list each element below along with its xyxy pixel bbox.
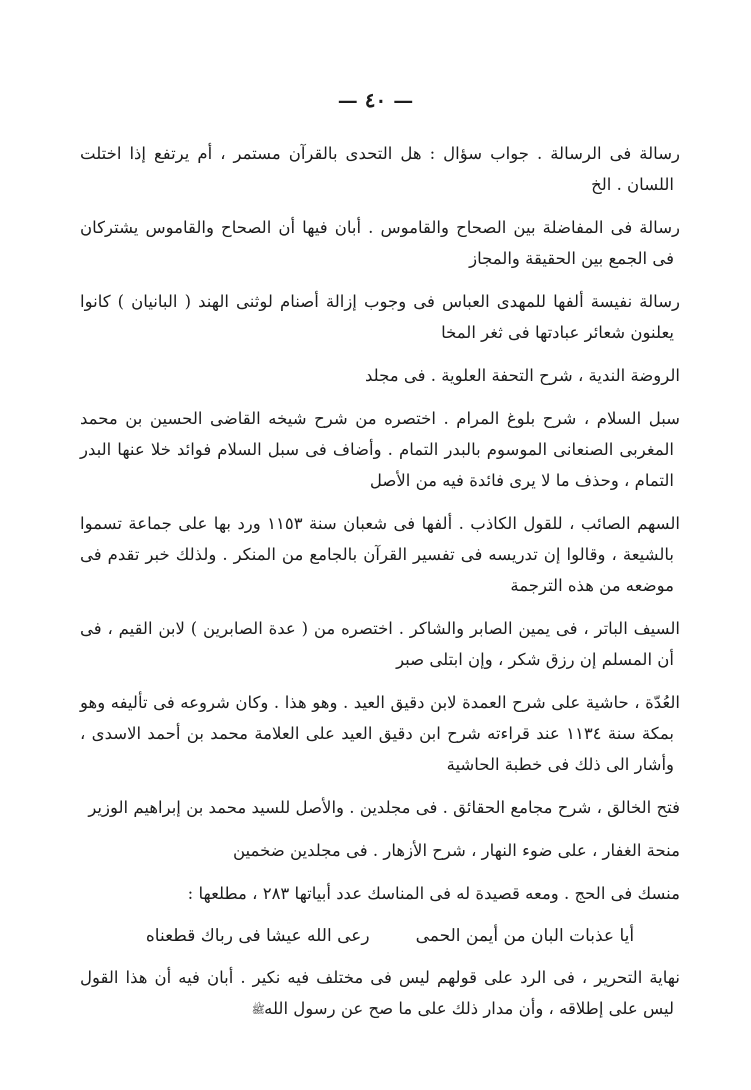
entry-paragraph: سبل السلام ، شرح بلوغ المرام . اختصره من شرح شيخه القاضى الحسين بن محمد المغربى الصنعانى الموسوم بالبدر التمام . وأضاف فى سبل السلام فوائد خلا عنها البدر التمام ، وحذف ما لا يرى فائدة فيه من الأصل <box>80 409 680 490</box>
entry-paragraph: رسالة نفيسة ألفها للمهدى العباس فى وجوب إزالة أصنام لوثنى الهند ( البانيان ) كانوا يعلنون شعائر عبادتها فى ثغر المخا <box>80 292 680 342</box>
entry-paragraph: منحة الغفار ، على ضوء النهار ، شرح الأزهار . فى مجلدين ضخمين <box>233 841 680 860</box>
salawat-symbol: ﷺ <box>251 1003 265 1016</box>
entry-paragraph: رسالة فى الرسالة . جواب سؤال : هل التحدى بالقرآن مستمر ، أم يرتفع إذا اختلت اللسان . الخ <box>80 144 680 194</box>
entry-text: نهاية التحرير ، فى الرد على قولهم ليس فى مختلف فيه نكير . أبان فيه أن هذا القول ليس على إطلاقه ، وأن مدار ذلك على ما صح عن رسول الله <box>80 968 680 1018</box>
poem-verse <box>80 921 680 952</box>
entry-paragraph: فتح الخالق ، شرح مجامع الحقائق . فى مجلدين . والأصل للسيد محمد بن إبراهيم الوزير <box>88 798 680 817</box>
entry-paragraph-final <box>80 962 680 1025</box>
entry-paragraph: العُدّة ، حاشية على شرح العمدة لابن دقيق العيد . وهو هذا . وكان شروعه فى تأليفه وهو بمكة سنة ١١٣٤ عند قراءته شرح ابن دقيق العيد على العلامة محمد بن أحمد الاسدى ، وأشار الى ذلك فى خطبة الحاشية <box>80 693 680 774</box>
entry-paragraph: منسك فى الحج . ومعه قصيدة له فى المناسك عدد أبياتها ٢٨٣ ، مطلعها : <box>187 884 680 903</box>
entry-paragraph: السهم الصائب ، للقول الكاذب . ألفها فى شعبان سنة ١١٥٣ ورد بها على جماعة تسموا بالشيعة ، وقالوا إن تدريسه فى تفسير القرآن بالجامع من المنكر . ولذلك خبر تقدم فى موضعه من هذه الترجمة <box>80 514 680 595</box>
entry-paragraph: رسالة فى المفاضلة بين الصحاح والقاموس . أبان فيها أن الصحاح والقاموس يشتركان فى الجمع بين الحقيقة والمجاز <box>80 218 680 268</box>
page-body <box>80 138 680 1037</box>
entry-paragraph: السيف الباتر ، فى يمين الصابر والشاكر . اختصره من ( عدة الصابرين ) لابن القيم ، فى أن المسلم إن رزق شكر ، وإن ابتلى صبر <box>80 619 680 669</box>
page-number: — ٤٠ — <box>337 88 414 112</box>
verse-second-hemistich: رعى الله عيشا فى رباك قطعناه <box>145 926 370 946</box>
entry-paragraph: الروضة الندية ، شرح التحفة العلوية . فى مجلد <box>364 366 680 385</box>
verse-first-hemistich: أيا عذبات البان من أيمن الحمى <box>415 926 635 946</box>
